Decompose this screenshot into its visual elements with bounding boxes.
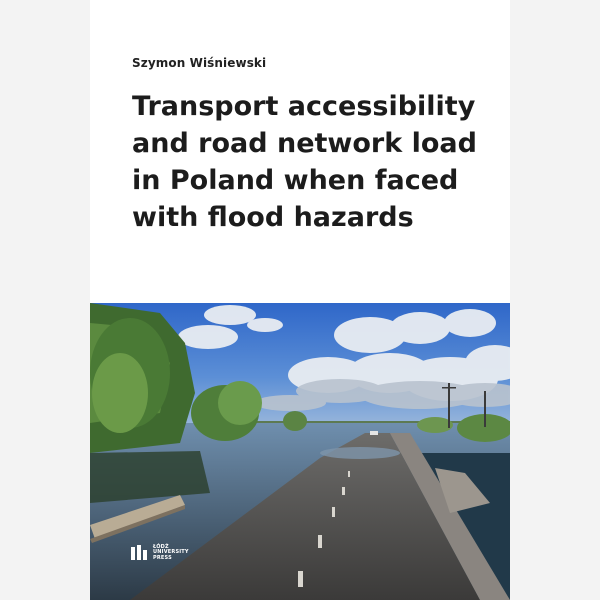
title-line: with flood hazards: [132, 202, 414, 233]
book-title: [132, 88, 502, 236]
publisher-name: [153, 545, 189, 562]
book-cover: [90, 0, 510, 600]
publisher-line: ŁÓDŹ: [153, 543, 169, 550]
title-line: Transport accessibility: [132, 91, 476, 122]
publisher-logo: [130, 544, 189, 562]
author-name: Szymon Wiśniewski: [132, 56, 267, 70]
publisher-line: PRESS: [153, 554, 172, 561]
ulp-logo-icon: [130, 544, 148, 562]
title-line: and road network load: [132, 128, 477, 159]
title-line: in Poland when faced: [132, 165, 459, 196]
publisher-line: UNIVERSITY: [153, 549, 189, 556]
